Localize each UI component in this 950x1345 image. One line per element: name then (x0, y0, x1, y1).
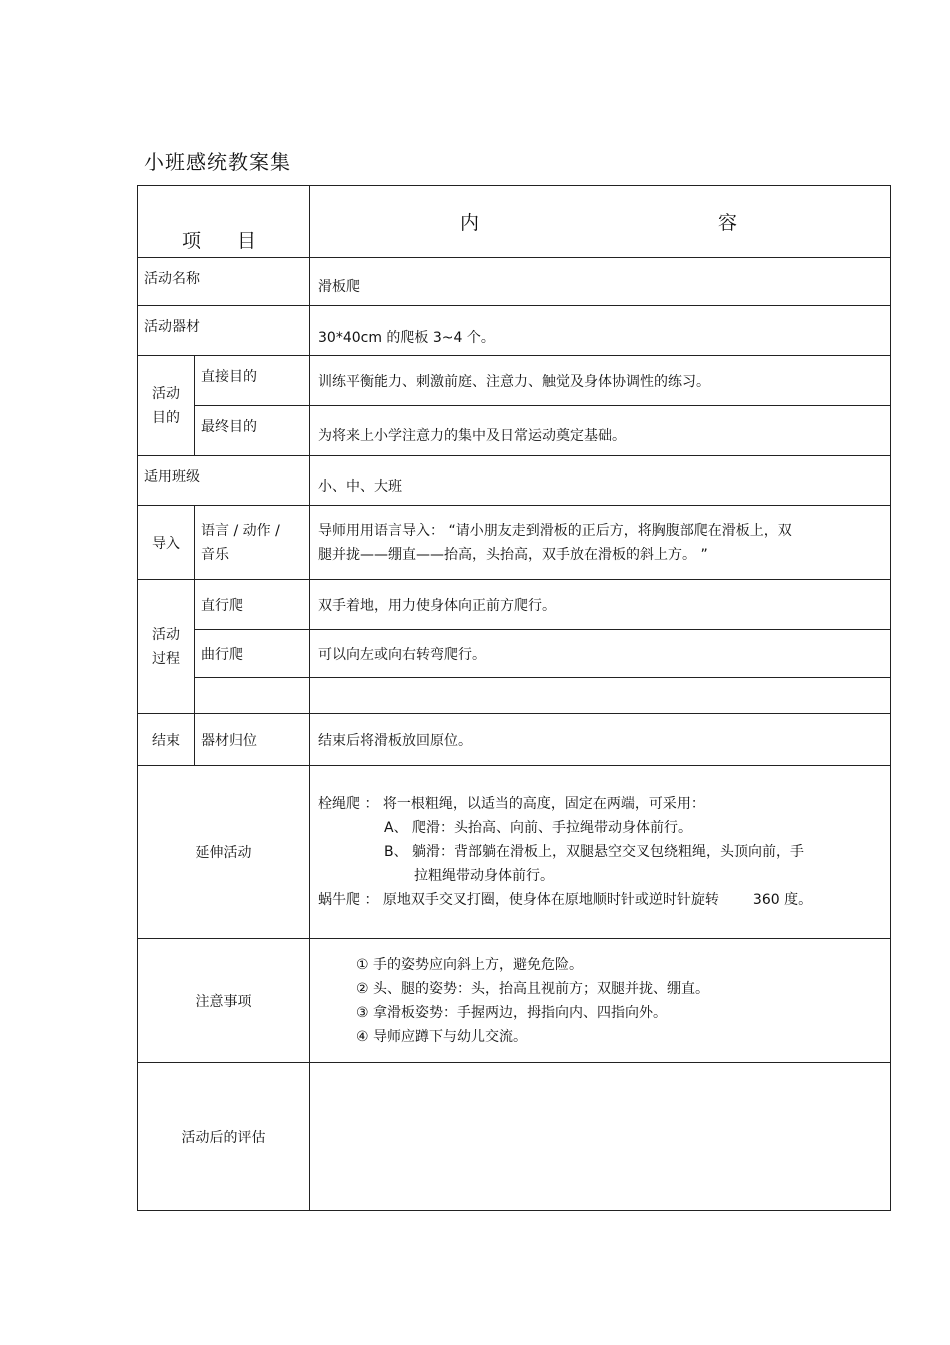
intro-value-line2: 腿并拢——绷直——抬高，头抬高，双手放在滑板的斜上方。 ” (318, 546, 708, 563)
intro-sub-label-line2: 音乐 (201, 546, 229, 563)
header-item-cell (138, 186, 310, 258)
lesson-plan-table (137, 185, 891, 1211)
header-content-left: 内 (460, 212, 480, 234)
note-item: ① 手的姿势应向斜上方，避免危险。 (356, 956, 584, 973)
equipment-label: 活动器材 (138, 306, 310, 356)
extension-line4: 拉粗绳带动身体前行。 (414, 868, 554, 884)
final-purpose-row (138, 406, 891, 456)
header-item-left: 项 (182, 230, 202, 252)
direct-purpose-value: 训练平衡能力、刺激前庭、注意力、触觉及身体协调性的练习。 (310, 356, 891, 406)
straight-crawl-label: 直行爬 (195, 580, 310, 630)
classes-label: 适用班级 (138, 456, 310, 506)
notes-value (310, 939, 891, 1063)
curve-crawl-value: 可以向左或向右转弯爬行。 (310, 630, 891, 678)
evaluation-value (310, 1063, 891, 1211)
purpose-label (138, 356, 195, 456)
extension-line5 (318, 888, 890, 912)
extension-label: 延伸活动 (138, 766, 310, 939)
process-empty-value (310, 678, 891, 714)
classes-row (138, 456, 891, 506)
straight-crawl-row (138, 580, 891, 630)
ending-value: 结束后将滑板放回原位。 (310, 714, 891, 766)
ending-label: 结束 (138, 714, 195, 766)
intro-row (138, 506, 891, 580)
header-content-right: 容 (718, 212, 738, 234)
intro-sub-label (195, 506, 310, 580)
equipment-value: 30*40cm 的爬板 3~4 个。 (310, 306, 891, 356)
final-purpose-value: 为将来上小学注意力的集中及日常运动奠定基础。 (310, 406, 891, 456)
direct-purpose-row (138, 356, 891, 406)
ending-row (138, 714, 891, 766)
extension-line5-tail: 360 度。 (752, 892, 813, 908)
purpose-label-line2: 目的 (152, 409, 180, 426)
activity-name-row (138, 258, 891, 306)
notes-label: 注意事项 (138, 939, 310, 1063)
intro-label: 导入 (138, 506, 195, 580)
notes-row (138, 939, 891, 1063)
intro-value (310, 506, 891, 580)
direct-purpose-label: 直接目的 (195, 356, 310, 406)
header-item-right: 目 (237, 230, 257, 252)
process-empty-row (138, 678, 891, 714)
activity-name-label: 活动名称 (138, 258, 310, 306)
process-label (138, 580, 195, 714)
process-empty-label (195, 678, 310, 714)
purpose-label-line1: 活动 (152, 385, 180, 402)
extension-row (138, 766, 891, 939)
extension-line3: B、 躺滑：背部躺在滑板上，双腿悬空交叉包绕粗绳，头顶向前，手 (384, 844, 805, 860)
final-purpose-label: 最终目的 (195, 406, 310, 456)
curve-crawl-label: 曲行爬 (195, 630, 310, 678)
evaluation-label: 活动后的评估 (138, 1063, 310, 1211)
note-item: ④ 导师应蹲下与幼儿交流。 (356, 1028, 528, 1045)
extension-value (310, 766, 891, 939)
straight-crawl-value: 双手着地，用力使身体向正前方爬行。 (310, 580, 891, 630)
equipment-row (138, 306, 891, 356)
intro-sub-label-line1: 语言 / 动作 / (201, 522, 280, 539)
note-item: ② 头、腿的姿势：头，抬高且视前方；双腿并拢、绷直。 (356, 980, 709, 997)
intro-value-line1: 导师用用语言导入： “请小朋友走到滑板的正后方，将胸腹部爬在滑板上，双 (318, 522, 792, 539)
ending-sub-label: 器材归位 (195, 714, 310, 766)
classes-value: 小、中、大班 (310, 456, 891, 506)
document-title: 小班感统教案集 (144, 150, 291, 174)
evaluation-row (138, 1063, 891, 1211)
extension-line2: A、 爬滑：头抬高、向前、手拉绳带动身体前行。 (384, 820, 693, 836)
extension-line1: 栓绳爬 ： 将一根粗绳，以适当的高度，固定在两端，可采用： (318, 796, 705, 812)
extension-line5-text: 蜗牛爬 ： 原地双手交叉打圈，使身体在原地顺时针或逆时针旋转 (318, 892, 719, 908)
header-content-cell (310, 186, 891, 258)
note-item: ③ 拿滑板姿势：手握两边，拇指向内、四指向外。 (356, 1004, 667, 1021)
process-label-line1: 活动 (152, 626, 180, 643)
activity-name-value: 滑板爬 (310, 258, 891, 306)
header-row (138, 186, 891, 258)
process-label-line2: 过程 (152, 650, 180, 667)
curve-crawl-row (138, 630, 891, 678)
